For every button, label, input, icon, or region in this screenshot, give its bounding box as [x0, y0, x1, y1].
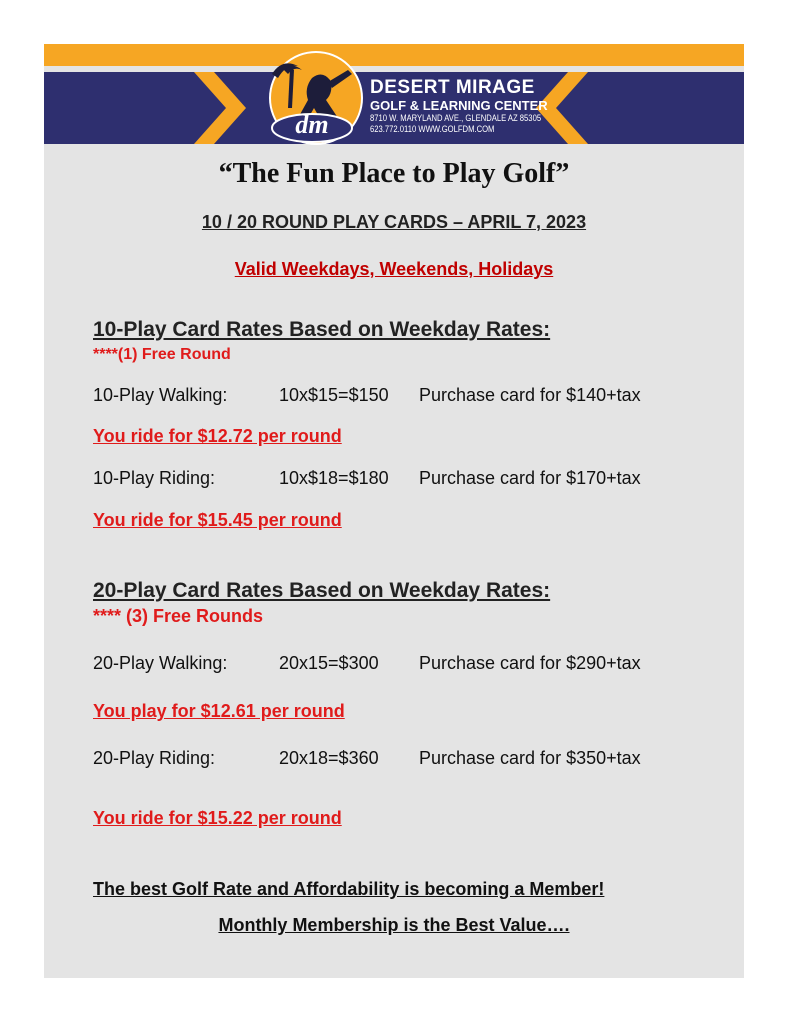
row-calc: 10x$15=$150: [279, 385, 389, 405]
row-label: 20-Play Riding:: [93, 748, 216, 768]
row-purchase: Purchase card for $290+tax: [419, 653, 641, 673]
brand-block: [370, 78, 570, 135]
page-subtitle: 10 / 20 ROUND PLAY CARDS – APRIL 7, 2023: [201, 212, 587, 232]
validity-note: Valid Weekdays, Weekends, Holidays: [234, 259, 554, 279]
section-20-free: **** (3) Free Rounds: [93, 606, 264, 626]
row-purchase: Purchase card for $170+tax: [419, 468, 641, 488]
flyer-page: [44, 44, 744, 978]
note-10-riding: You ride for $15.45 per round: [93, 510, 342, 530]
footer-best-value: Monthly Membership is the Best Value….: [218, 915, 570, 935]
tagline: “The Fun Place to Play Golf”: [218, 158, 570, 189]
header-orange-bar: [44, 44, 744, 66]
row-calc: 20x18=$360: [279, 748, 379, 768]
brand-phone-web: 623.772.0110 WWW.GOLFDM.COM: [370, 124, 495, 134]
logo-monogram: dm: [295, 110, 329, 139]
section-10-title: 10-Play Card Rates Based on Weekday Rates:: [93, 318, 551, 341]
section-10-free: ****(1) Free Round: [93, 346, 231, 363]
row-label: 10-Play Riding:: [93, 468, 216, 488]
brand-address: 8710 W. MARYLAND AVE., GLENDALE AZ 85305: [370, 113, 542, 123]
row-purchase: Purchase card for $140+tax: [419, 385, 641, 405]
row-label: 20-Play Walking:: [93, 653, 228, 673]
row-purchase: Purchase card for $350+tax: [419, 748, 641, 768]
section-20-title: 20-Play Card Rates Based on Weekday Rates:: [93, 579, 551, 602]
note-20-walking: You play for $12.61 per round: [93, 701, 345, 721]
left-chevron-icon: [194, 72, 254, 144]
footer-membership: The best Golf Rate and Affordability is becoming a Member!: [93, 879, 605, 899]
row-calc: 10x$18=$180: [279, 468, 389, 488]
brand-subtitle: GOLF & LEARNING CENTER: [370, 98, 548, 113]
brand-name: DESERT MIRAGE: [370, 77, 535, 98]
note-20-riding: You ride for $15.22 per round: [93, 808, 342, 828]
row-calc: 20x15=$300: [279, 653, 379, 673]
row-label: 10-Play Walking:: [93, 385, 228, 405]
note-10-walking: You ride for $12.72 per round: [93, 426, 342, 446]
